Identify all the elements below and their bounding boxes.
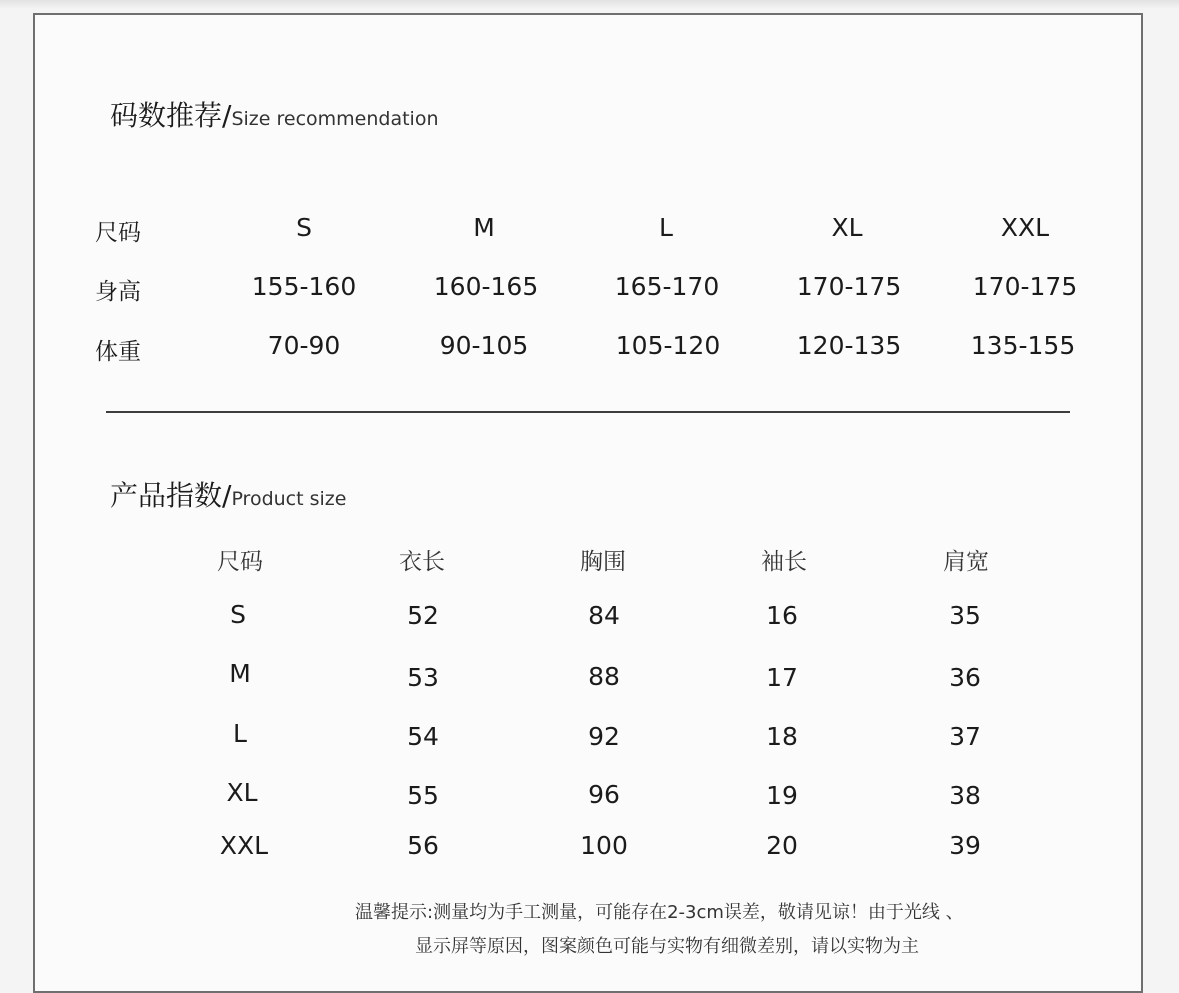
rec-cell: 135-155 xyxy=(970,331,1076,360)
product-cell: 16 xyxy=(766,601,798,630)
product-cell: 37 xyxy=(949,722,981,751)
product-cell: 20 xyxy=(766,831,798,860)
top-shadow-strip xyxy=(0,0,1179,9)
product-cell: XL xyxy=(226,778,258,807)
recommendation-title-en: Size recommendation xyxy=(231,108,439,130)
product-header-shoulder: 肩宽 xyxy=(943,549,989,575)
product-cell: L xyxy=(233,719,247,748)
product-header-sleeve: 袖长 xyxy=(761,549,807,575)
product-title xyxy=(110,474,346,514)
product-cell: 100 xyxy=(580,831,628,860)
product-cell: S xyxy=(230,600,246,629)
product-cell: 88 xyxy=(588,662,620,691)
product-header-length: 衣长 xyxy=(399,549,445,575)
rec-row-label-height: 身高 xyxy=(95,279,141,305)
product-header-chest: 胸围 xyxy=(580,549,626,575)
rec-cell: 120-135 xyxy=(796,331,902,360)
rec-row-label-weight: 体重 xyxy=(95,339,141,365)
section-divider xyxy=(106,411,1070,413)
product-cell: 54 xyxy=(407,722,439,751)
product-cell: M xyxy=(229,659,251,688)
rec-cell: XL xyxy=(831,213,863,242)
recommendation-title-cn: 码数推荐/ xyxy=(110,99,232,132)
product-title-en: Product size xyxy=(231,488,347,510)
rec-cell: M xyxy=(473,213,495,242)
rec-cell: XXL xyxy=(1000,213,1050,242)
rec-cell: S xyxy=(296,213,312,242)
rec-cell: 70-90 xyxy=(267,331,341,360)
product-cell: 53 xyxy=(407,663,439,692)
product-cell: 36 xyxy=(949,663,981,692)
note-line-2: 显示屏等原因，图案颜色可能与实物有细微差别，请以实物为主 xyxy=(415,936,919,957)
product-cell: 55 xyxy=(407,781,439,810)
rec-cell: 165-170 xyxy=(614,272,720,301)
rec-cell: 170-175 xyxy=(972,272,1078,301)
product-cell: XXL xyxy=(219,831,269,860)
recommendation-title xyxy=(110,94,438,134)
product-cell: 35 xyxy=(949,601,981,630)
product-cell: 96 xyxy=(588,780,620,809)
rec-row-label-size: 尺码 xyxy=(95,220,141,246)
rec-cell: 90-105 xyxy=(439,331,529,360)
rec-cell: 155-160 xyxy=(251,272,357,301)
product-cell: 56 xyxy=(407,831,439,860)
note-line-1: 温馨提示:测量均为手工测量，可能存在2-3cm误差，敬请见谅！由于光线 、 xyxy=(355,902,964,923)
product-title-cn: 产品指数/ xyxy=(110,479,232,512)
product-cell: 52 xyxy=(407,601,439,630)
product-cell: 18 xyxy=(766,722,798,751)
product-cell: 92 xyxy=(588,722,620,751)
product-cell: 84 xyxy=(588,601,620,630)
rec-cell: L xyxy=(659,213,673,242)
rec-cell: 160-165 xyxy=(433,272,539,301)
product-cell: 17 xyxy=(766,663,798,692)
product-header-size: 尺码 xyxy=(217,549,263,575)
rec-cell: 170-175 xyxy=(796,272,902,301)
product-cell: 19 xyxy=(766,781,798,810)
product-cell: 39 xyxy=(949,831,981,860)
product-cell: 38 xyxy=(949,781,981,810)
rec-cell: 105-120 xyxy=(615,331,721,360)
